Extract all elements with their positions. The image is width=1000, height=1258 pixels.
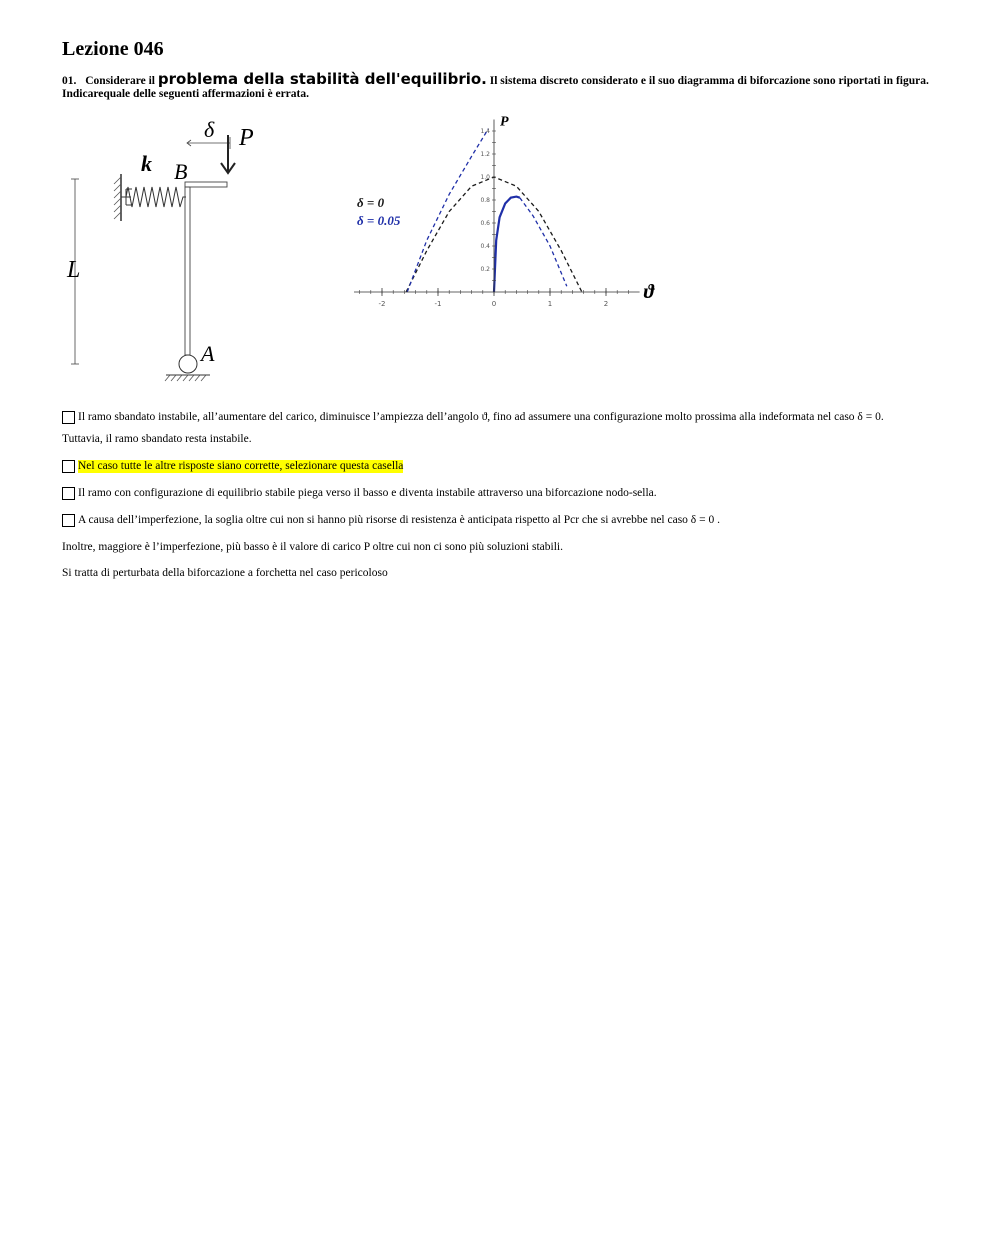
- y-tick-label: 0.4: [480, 243, 490, 250]
- series-line-3: [494, 197, 520, 292]
- y-tick-label: 0.8: [480, 197, 490, 204]
- document-page: [62, 38, 942, 580]
- label-k: k: [141, 151, 152, 176]
- option-text: Il ramo con configurazione di equilibrio stabile piega verso il basso e diventa instabile attraverso una biforcazione nodo-sella.: [78, 487, 657, 499]
- legend-delta-0: δ = 0: [357, 195, 385, 210]
- option-4-note: Inoltre, maggiore è l’imperfezione, più basso è il valore di carico P oltre cui non ci sono più soluzioni stabili.: [62, 541, 563, 553]
- top-arm: [185, 182, 227, 187]
- x-tick-label: 2: [603, 300, 609, 308]
- x-tick-label: -1: [434, 300, 442, 308]
- label-A: A: [201, 341, 215, 366]
- legend-delta-005: δ = 0.05: [357, 213, 401, 228]
- options-list: [62, 411, 942, 580]
- x-tick-label: 1: [547, 300, 553, 308]
- option-1-note: Tuttavia, il ramo sbandato resta instabile.: [62, 433, 252, 445]
- x-tick-label: -2: [378, 300, 386, 308]
- y-tick-label: 0.6: [480, 220, 490, 227]
- hinge: [179, 355, 197, 373]
- question-highlight: problema della stabilità dell'equilibrio.: [157, 70, 487, 88]
- x-axis-label: ϑ: [643, 281, 655, 303]
- question-body: Il sistema discreto considerato e il suo diagramma di biforcazione sono riportati in figura. Indicarequale delle seguenti affermazioni è errata.: [62, 75, 929, 100]
- option-3[interactable]: [62, 487, 942, 500]
- option-4-note-2: Si tratta di perturbata della biforcazione a forchetta nel caso pericoloso: [62, 567, 388, 579]
- page-title: Lezione 046: [62, 38, 164, 60]
- x-tick-label: 0: [491, 300, 497, 308]
- series-line-2: [407, 129, 488, 292]
- label-B: B: [174, 159, 188, 184]
- checkbox[interactable]: [62, 514, 75, 527]
- question-text: [62, 70, 942, 101]
- y-tick-label: 1.2: [480, 151, 490, 158]
- y-tick-label: 1.0: [480, 174, 490, 181]
- checkbox[interactable]: [62, 487, 75, 500]
- series-line-4: [520, 198, 567, 287]
- option-text: Il ramo sbandato instabile, all’aumentare del carico, diminuisce l’ampiezza dell’angolo ϑ, fino ad assumere una configurazione molto prossima alla indeformata nel caso δ = 0.: [78, 411, 884, 423]
- checkbox[interactable]: [62, 460, 75, 473]
- label-P: P: [239, 125, 254, 151]
- checkbox[interactable]: [62, 411, 75, 424]
- option-1[interactable]: [62, 411, 942, 424]
- option-text: Nel caso tutte le altre risposte siano corrette, selezionare questa casella: [78, 460, 404, 472]
- question-number: 01.: [62, 75, 77, 87]
- label-delta: δ: [204, 117, 215, 142]
- option-4[interactable]: [62, 514, 942, 527]
- column: [185, 187, 190, 355]
- option-2[interactable]: [62, 460, 942, 473]
- question-intro: Considerare il: [85, 75, 155, 87]
- y-tick-label: 0.2: [480, 266, 490, 273]
- label-L: L: [67, 257, 81, 283]
- structure-diagram: [62, 109, 262, 399]
- y-tick-label: 1.4: [480, 128, 490, 135]
- bifurcation-chart: [287, 109, 655, 319]
- option-text: A causa dell’imperfezione, la soglia oltre cui non si hanno più risorse di resistenza è anticipata rispetto al Pcr che si avrebbe nel caso δ = 0 .: [78, 514, 720, 526]
- y-axis-label: P: [500, 114, 509, 130]
- figure: [62, 109, 942, 399]
